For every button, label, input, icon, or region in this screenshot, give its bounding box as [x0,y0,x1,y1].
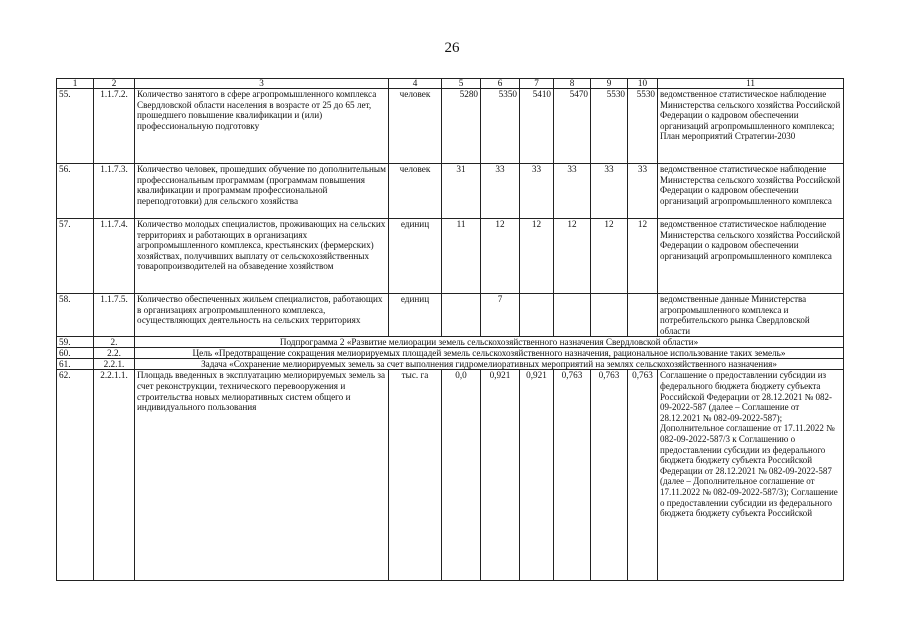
value-cell: 12 [628,219,658,294]
data-source: ведомственное статистическое наблюдение Министерства сельского хозяйства Российской Федерации о кадровом обеспечении организаций агропромышленного комплекса; План мероприятий Стратегии-2030 [658,89,844,164]
value-cell: 5530 [628,89,658,164]
header-cell: 6 [481,79,520,89]
value-cell: 0,763 [591,370,628,581]
task-title: Задача «Сохранение мелиорируемых земель за счет выполнения гидромелиоративных мероприятий на землях сельскохозяйственного назначения» [135,359,844,370]
row-code: 2. [94,337,135,348]
header-cell: 10 [628,79,658,89]
header-cell: 5 [442,79,481,89]
header-cell: 9 [591,79,628,89]
value-cell: 5470 [554,89,591,164]
unit: единиц [389,294,442,337]
page-number: 26 [444,40,460,56]
value-cell: 33 [520,164,554,219]
data-source: ведомственное статистическое наблюдение Министерства сельского хозяйства Российской Федерации о кадровом обеспечении организаций агропромышленного комплекса [658,164,844,219]
value-cell: 0,921 [520,370,554,581]
value-cell: 11 [442,219,481,294]
row-number: 62. [57,370,94,581]
goal-title: Цель «Предотвращение сокращения мелиорируемых площадей земель сельскохозяйственного назначения, рациональное использование таких земель» [135,348,844,359]
row-number: 58. [57,294,94,337]
value-cell: 33 [628,164,658,219]
header-cell: 2 [94,79,135,89]
subprogram-title: Подпрограмма 2 «Развитие мелиорации земель сельскохозяйственного назначения Свердловской области» [135,337,844,348]
value-cell: 7 [481,294,520,337]
header-cell: 8 [554,79,591,89]
value-cell: 33 [591,164,628,219]
table-row [57,164,844,219]
table-row [57,370,844,581]
value-cell: 0,763 [554,370,591,581]
indicator-name: Количество обеспеченных жильем специалистов, работающих в организациях агропромышленного комплекса, осуществляющих деятельность на сельских территориях [135,294,389,337]
header-cell: 11 [658,79,844,89]
data-source: ведомственные данные Министерства агропромышленного комплекса и потребительского рынка Свердловской области [658,294,844,337]
value-cell: 12 [591,219,628,294]
unit: единиц [389,219,442,294]
table-row [57,89,844,164]
header-cell: 1 [57,79,94,89]
row-code: 2.2.1.1. [94,370,135,581]
value-cell: 33 [554,164,591,219]
value-cell [628,294,658,337]
header-cell: 3 [135,79,389,89]
value-cell: 5530 [591,89,628,164]
task-row [57,359,844,370]
indicator-name: Количество занятого в сфере агропромышленного комплекса Свердловской области населения в возрасте от 25 до 65 лет, прошедшего повышение квалификации и (или) профессиональную подготовку [135,89,389,164]
value-cell: 0,921 [481,370,520,581]
row-code: 1.1.7.4. [94,219,135,294]
indicator-name: Площадь введенных в эксплуатацию мелиорируемых земель за счет реконструкции, технического перевооружения и строительства новых мелиоративных систем общего и индивидуального пользования [135,370,389,581]
table-row [57,294,844,337]
value-cell: 0,763 [628,370,658,581]
row-number: 56. [57,164,94,219]
header-cell: 4 [389,79,442,89]
value-cell: 31 [442,164,481,219]
row-number: 57. [57,219,94,294]
goal-row [57,348,844,359]
value-cell [591,294,628,337]
table-row [57,219,844,294]
value-cell [554,294,591,337]
value-cell: 12 [481,219,520,294]
value-cell: 0,0 [442,370,481,581]
row-number: 59. [57,337,94,348]
data-source: Соглашение о предоставлении субсидии из федерального бюджета бюджету субъекта Российской Федерации от 28.12.2021 № 082-09-2022-587 (далее – Соглашение от 28.12.2021 № 082-09-2022-587); Дополнительное соглашение от 17.11.2022 № 082-09-2022-587/3 к Соглашению о предоставлении субсидии из федерального бюджета бюджету субъекта Российской Федерации от 28.12.2021 № 082-09-2022-587 (далее – Дополнительное соглашение от 17.11.2022 № 082-09-2022-587/3); Соглашение о предоставлении субсидии из федерального бюджета бюджету субъекта Российской [658,370,844,581]
data-source: ведомственное статистическое наблюдение Министерства сельского хозяйства Российской Федерации о кадровом обеспечении организаций агропромышленного комплекса [658,219,844,294]
row-code: 2.2. [94,348,135,359]
value-cell [442,294,481,337]
value-cell: 33 [481,164,520,219]
row-code: 1.1.7.3. [94,164,135,219]
indicators-table [56,78,844,581]
value-cell: 12 [520,219,554,294]
unit: человек [389,164,442,219]
header-cell: 7 [520,79,554,89]
row-number: 60. [57,348,94,359]
row-code: 1.1.7.5. [94,294,135,337]
value-cell: 5350 [481,89,520,164]
row-code: 2.2.1. [94,359,135,370]
value-cell: 12 [554,219,591,294]
indicator-name: Количество молодых специалистов, проживающих на сельских территориях и работающих в организациях агропромышленного комплекса, крестьянских (фермерских) хозяйствах, получивших выплату от сельскохозяйственных товаропроизводителей на обзаведение хозяйством [135,219,389,294]
unit: человек [389,89,442,164]
unit: тыс. га [389,370,442,581]
value-cell: 5410 [520,89,554,164]
row-number: 61. [57,359,94,370]
value-cell [520,294,554,337]
indicator-name: Количество человек, прошедших обучение по дополнительным профессиональным программам (программам повышения квалификации и программам профессиональной переподготовки) для сельского хозяйства [135,164,389,219]
table-header-row [57,79,844,89]
row-code: 1.1.7.2. [94,89,135,164]
subprogram-row [57,337,844,348]
row-number: 55. [57,89,94,164]
value-cell: 5280 [442,89,481,164]
